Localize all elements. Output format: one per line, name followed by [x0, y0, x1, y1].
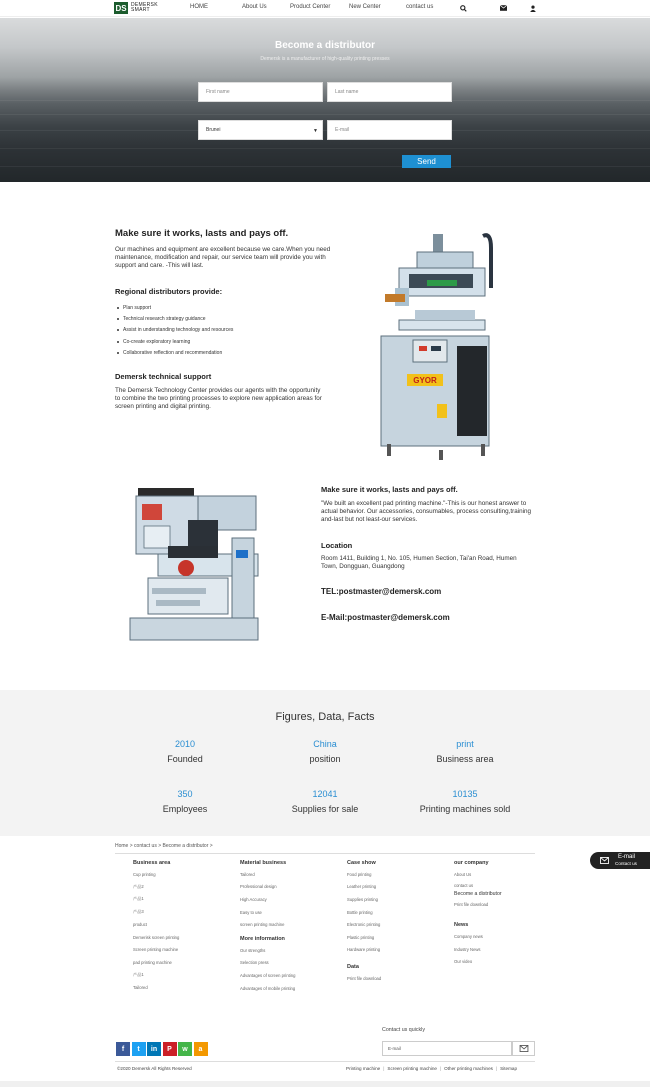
stat-supplies	[250, 789, 400, 814]
footer-col-title: Case show	[347, 860, 376, 866]
footer-link[interactable]: Plastic printing	[347, 934, 375, 940]
stat-label: Printing machines sold	[419, 804, 511, 814]
footer-col-material-business	[240, 858, 295, 994]
social-links	[116, 1042, 208, 1056]
email-contact: E-Mail:postmaster@demersk.com	[321, 613, 450, 622]
footer-link[interactable]: product	[133, 922, 147, 928]
stat-founded	[110, 739, 260, 764]
hero-banner	[0, 18, 650, 182]
footer-divider	[115, 853, 535, 854]
stat-label: Founded	[167, 754, 203, 764]
facebook-icon[interactable]: f	[116, 1042, 130, 1056]
copyright-divider	[115, 1061, 535, 1062]
nav-contact-us[interactable]: contact us	[406, 4, 434, 10]
envelope-icon	[600, 857, 609, 864]
footer-link[interactable]: 产品2	[133, 883, 144, 889]
footer-link[interactable]: Hardware printing	[347, 947, 381, 953]
technical-support-body: The Demersk Technology Center provides our agents with the opportunity to combine the two printing processes to explore new application areas for screen printing and digital printing.	[115, 387, 322, 410]
footer-col-title: Data	[347, 964, 359, 971]
footer-col-our-company	[454, 858, 502, 968]
footer-link[interactable]: Leather printing	[347, 884, 377, 890]
distributor-benefits-list	[117, 302, 233, 358]
nav-product-center[interactable]: Product Center	[290, 4, 331, 10]
linkedin-icon[interactable]: in	[147, 1042, 161, 1056]
footer-link[interactable]: Our video	[454, 959, 473, 965]
stat-value: 350	[177, 789, 193, 799]
footer-col-title: News	[454, 922, 469, 929]
list-item: Collaborative reflection and recommendation	[117, 347, 233, 358]
footer-col-title: our company	[454, 860, 489, 866]
stat-employees	[110, 789, 260, 814]
mail-icon[interactable]	[498, 3, 508, 13]
country-select[interactable]	[198, 120, 323, 140]
floating-email-button[interactable]	[590, 852, 650, 869]
stat-value: print	[456, 739, 474, 749]
country-select-value: Brunei	[206, 127, 221, 133]
location-heading: Location	[321, 541, 353, 550]
stat-value: 10135	[452, 789, 478, 799]
send-button[interactable]: Send	[402, 155, 451, 168]
footer-link[interactable]: 产品3	[133, 909, 144, 915]
site-header	[0, 0, 650, 17]
footer-link[interactable]: Advantages of mobile printing	[240, 985, 296, 991]
stat-business-area	[390, 739, 540, 764]
hero-title: Become a distributor	[274, 40, 376, 51]
logo-line2: SMART	[131, 7, 150, 13]
wechat-icon[interactable]: w	[178, 1042, 192, 1056]
location-address: Room 1411, Building 1, No. 105, Humen Section, Tai'an Road, Humen Town, Dongguan, Guangdong	[321, 555, 517, 570]
footer-link[interactable]: Electronic printing	[347, 922, 381, 928]
figures-title: Figures, Data, Facts	[275, 711, 375, 723]
dropdown-caret-icon: ▼	[313, 128, 318, 134]
bottom-link[interactable]: Screen printing machine	[387, 1066, 437, 1071]
contact-submit-button[interactable]	[512, 1041, 535, 1056]
footer-link[interactable]: Screen printing machine	[133, 947, 179, 953]
footer-link[interactable]: Advantages of screen printing	[240, 972, 296, 978]
footer-col-case-show	[347, 858, 381, 985]
footer-link[interactable]: contact us	[454, 882, 474, 888]
bottom-link[interactable]: Printing machine	[346, 1066, 381, 1071]
pad-printing-machine-image	[128, 486, 268, 646]
stat-value: China	[313, 739, 337, 749]
footer-link[interactable]: screen printing machine	[240, 922, 285, 928]
figures-section	[0, 690, 650, 836]
bottom-link[interactable]: Other printing machines	[444, 1066, 493, 1071]
footer-link[interactable]: Easy to use	[240, 909, 262, 915]
footer-link[interactable]: Print file download	[454, 902, 489, 908]
last-name-input[interactable]: Last name	[327, 82, 452, 102]
tel-contact: TEL:postmaster@demersk.com	[321, 587, 442, 596]
stat-label: Employees	[162, 804, 208, 814]
footer-link[interactable]: Tailored	[240, 871, 255, 877]
nav-new-center[interactable]: New Center	[349, 4, 381, 10]
pinterest-icon[interactable]: P	[163, 1042, 177, 1056]
logo-line1: DEMERSK	[131, 2, 158, 8]
list-item: Co-create exploratory learning	[117, 336, 233, 347]
footer-link[interactable]: Our strengths	[240, 947, 266, 953]
footer-link[interactable]: Print file download	[347, 975, 382, 981]
footer-link[interactable]: pad printing machine	[133, 959, 172, 965]
stat-value: 12041	[312, 789, 338, 799]
user-icon[interactable]	[528, 3, 538, 13]
bottom-link[interactable]: Sitemap	[500, 1066, 518, 1071]
logo-mark: DS	[115, 3, 127, 13]
nav-about-us[interactable]: About Us	[242, 4, 267, 10]
page-bottom-bar	[0, 1081, 650, 1087]
footer-link[interactable]: Demerisk screen printing	[133, 934, 180, 940]
footer-link[interactable]: Professional design	[240, 884, 277, 890]
footer-link[interactable]: 产品1	[133, 972, 144, 978]
footer-link[interactable]: Tailored	[133, 985, 148, 991]
bottom-links: Printing machine | Screen printing machine | Other printing machines | Sitemap	[346, 1066, 518, 1071]
section1-body: Our machines and equipment are excellent because we care.When you need maintenance, modification and repair, our service team will provide you with support and care. -This will last.	[115, 246, 331, 269]
email-chip-subtitle: Contact us	[615, 861, 637, 866]
breadcrumb[interactable]: Home > contact us > Become a distributor >	[115, 843, 213, 849]
footer-link-active[interactable]: Become a distributor	[454, 891, 502, 898]
list-item: Technical research strategy guidance	[117, 313, 233, 324]
screen-printing-machine-image	[375, 228, 495, 464]
footer-col-title: Business area	[133, 860, 171, 866]
footer-link[interactable]: Company news	[454, 933, 483, 939]
list-item: Plan support	[117, 302, 233, 313]
envelope-icon	[519, 1045, 529, 1052]
footer-col-title: More information	[240, 935, 285, 942]
nav-home[interactable]: HOME	[190, 4, 208, 10]
regional-distributors-heading: Regional distributors provide:	[115, 287, 223, 296]
footer-link[interactable]: High Accuracy	[240, 896, 267, 902]
stat-value: 2010	[174, 739, 196, 749]
stat-label: Supplies for sale	[291, 804, 359, 814]
footer-col-business-area	[133, 858, 179, 994]
hero-subtitle: Demersk is a manufacturer of high-quality printing presses	[260, 56, 390, 62]
footer-link[interactable]: Food printing	[347, 871, 372, 877]
twitter-icon[interactable]: t	[132, 1042, 146, 1056]
footer-link[interactable]: 产品1	[133, 896, 144, 902]
footer-link[interactable]: Supplies printing	[347, 896, 378, 902]
machine-brand-label: GYOR	[413, 376, 437, 385]
footer-col-title: Material business	[240, 860, 287, 866]
contact-email-input[interactable]: E-mail	[382, 1041, 512, 1056]
footer-link[interactable]: Cup printing	[133, 871, 156, 877]
stat-label: Business area	[436, 754, 494, 764]
email-input[interactable]: E-mail	[327, 120, 452, 140]
footer-link[interactable]: Bottle printing	[347, 909, 373, 915]
footer-link[interactable]: Industry News	[454, 946, 481, 952]
email-chip-title: E-mail	[618, 854, 636, 860]
stat-machines-sold	[390, 789, 540, 814]
search-icon[interactable]	[458, 3, 468, 13]
technical-support-heading: Demersk technical support	[115, 372, 212, 381]
list-item: Assist in understanding technology and resources	[117, 325, 233, 336]
copyright-text: ©2020 Demersk All Rights Reserved	[117, 1066, 192, 1071]
amazon-icon[interactable]: a	[194, 1042, 208, 1056]
section1-title: Make sure it works, lasts and pays off.	[115, 228, 289, 239]
footer-link[interactable]: Selection press	[240, 960, 269, 966]
contact-quickly-label: Contact us quickly	[382, 1027, 425, 1033]
stat-label: position	[309, 754, 341, 764]
section2-body: "We built an excellent pad printing machine."-This is our honest answer to actual behavior. Our accessories, consumables, process consulting,training and-last but not least-our services.	[321, 500, 532, 523]
section2-title: Make sure it works, lasts and pays off.	[321, 485, 458, 494]
first-name-input[interactable]: First name	[198, 82, 323, 102]
logo[interactable]	[114, 2, 158, 14]
stat-position	[250, 739, 400, 764]
footer-link[interactable]: About Us	[454, 871, 472, 877]
